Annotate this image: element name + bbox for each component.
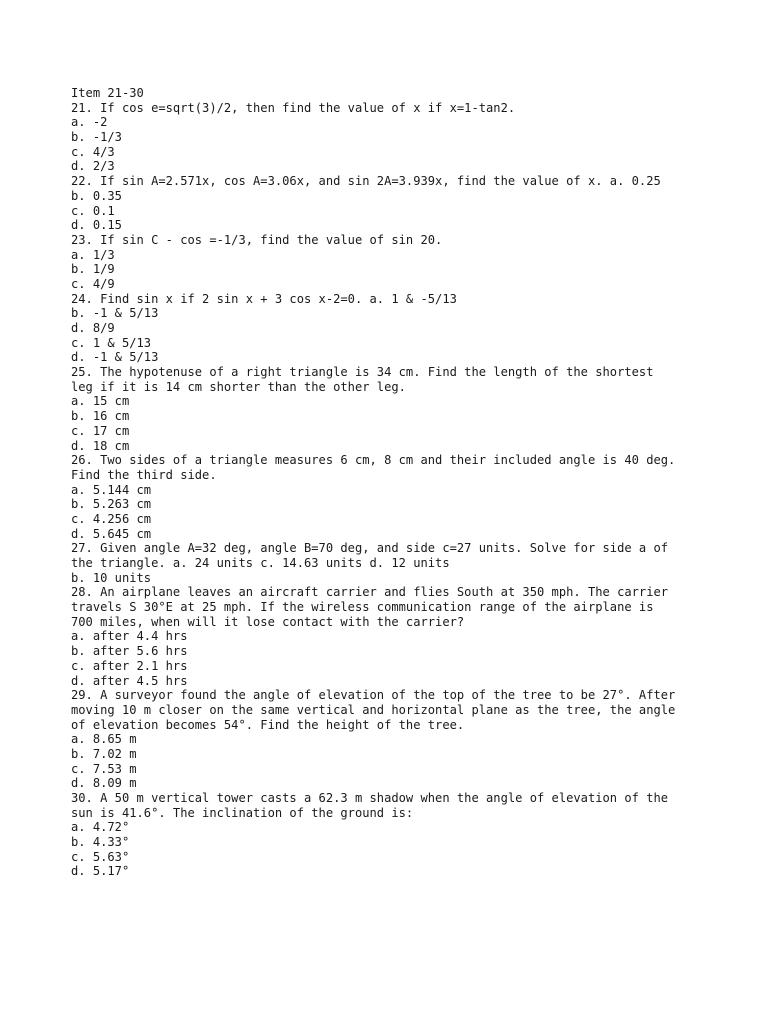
q29-choice-b: b. 7.02 m (71, 746, 137, 761)
q26-choice-a: a. 5.144 cm (71, 482, 152, 497)
q21-choice-a: a. -2 (71, 115, 108, 130)
q26-choice-b: b. 5.263 cm (71, 497, 152, 512)
q22-choice-d: d. 0.15 (71, 218, 122, 233)
question-29: 29. A surveyor found the angle of elevation of the top of the tree to be 27°. After (71, 688, 676, 703)
q24-choice-b: b. -1 & 5/13 (71, 306, 159, 321)
question-30: 30. A 50 m vertical tower casts a 62.3 m shadow when the angle of elevation of the (71, 791, 669, 805)
question-27: 27. Given angle A=32 deg, angle B=70 deg, and side c=27 units. Solve for side a of (71, 541, 669, 556)
q24-choice-d: d. -1 & 5/13 (71, 350, 159, 365)
q21-choice-b: b. -1/3 (71, 130, 122, 145)
q25-choice-d: d. 18 cm (71, 438, 130, 453)
q25-choice-b: b. 16 cm (71, 409, 130, 424)
question-26: 26. Two sides of a triangle measures 6 cm, 8 cm and their included angle is 40 deg. (71, 453, 676, 468)
question-25-cont: leg if it is 14 cm shorter than the other leg. (71, 379, 406, 394)
q29-choice-c: c. 7.53 m (71, 761, 137, 776)
q29-choice-d: d. 8.09 m (71, 776, 137, 791)
document-page (71, 86, 711, 879)
q28-choice-d: d. after 4.5 hrs (71, 673, 188, 688)
section-heading: Item 21-30 (71, 86, 144, 100)
q28-choice-c: c. after 2.1 hrs (71, 658, 188, 673)
question-28: 28. An airplane leaves an aircraft carrier and flies South at 350 mph. The carrier (71, 585, 669, 600)
q24-choice-c: c. 1 & 5/13 (71, 335, 152, 350)
q25-choice-a: a. 15 cm (71, 394, 130, 409)
question-21: 21. If cos e=sqrt(3)/2, then find the value of x if x=1-tan2. (71, 100, 516, 115)
q30-choice-b: b. 4.33° (71, 835, 130, 850)
question-27-cont: the triangle. a. 24 units c. 14.63 units d. 12 units (71, 556, 450, 570)
question-24: 24. Find sin x if 2 sin x + 3 cos x-2=0. a. 1 & -5/13 (71, 291, 457, 306)
q24-choice-d-extra: d. 8/9 (71, 321, 115, 335)
question-29-cont-1: moving 10 m closer on the same vertical and horizontal plane as the tree, the angle (71, 702, 676, 717)
question-22: 22. If sin A=2.571x, cos A=3.06x, and sin 2A=3.939x, find the value of x. a. 0.25 (71, 174, 661, 189)
q23-choice-c: c. 4/9 (71, 276, 115, 291)
q21-choice-c: c. 4/3 (71, 144, 115, 159)
question-25: 25. The hypotenuse of a right triangle is 34 cm. Find the length of the shortest (71, 365, 654, 380)
q22-choice-b: b. 0.35 (71, 188, 122, 203)
q25-choice-c: c. 17 cm (71, 423, 130, 438)
q30-choice-c: c. 5.63° (71, 849, 130, 864)
q26-choice-c: c. 4.256 cm (71, 511, 152, 526)
question-28-cont-2: 700 miles, when will it lose contact with the carrier? (71, 614, 465, 629)
question-28-cont-1: travels S 30°E at 25 mph. If the wireless communication range of the airplane is (71, 600, 654, 615)
q26-choice-d: d. 5.645 cm (71, 526, 152, 541)
q23-choice-b: b. 1/9 (71, 262, 115, 277)
q23-choice-a: a. 1/3 (71, 247, 115, 262)
q28-choice-b: b. after 5.6 hrs (71, 644, 188, 659)
q27-choice-b: b. 10 units (71, 570, 152, 585)
q28-choice-a: a. after 4.4 hrs (71, 629, 188, 644)
q22-choice-c: c. 0.1 (71, 203, 115, 218)
question-26-cont: Find the third side. (71, 467, 217, 482)
q30-choice-d: d. 5.17° (71, 864, 130, 879)
question-30-cont: sun is 41.6°. The inclination of the ground is: (71, 805, 414, 820)
question-23: 23. If sin C - cos =-1/3, find the value of sin 20. (71, 232, 443, 247)
q30-choice-a: a. 4.72° (71, 820, 130, 835)
question-29-cont-2: of elevation becomes 54°. Find the height of the tree. (71, 717, 465, 732)
q21-choice-d: d. 2/3 (71, 159, 115, 174)
q29-choice-a: a. 8.65 m (71, 732, 137, 747)
